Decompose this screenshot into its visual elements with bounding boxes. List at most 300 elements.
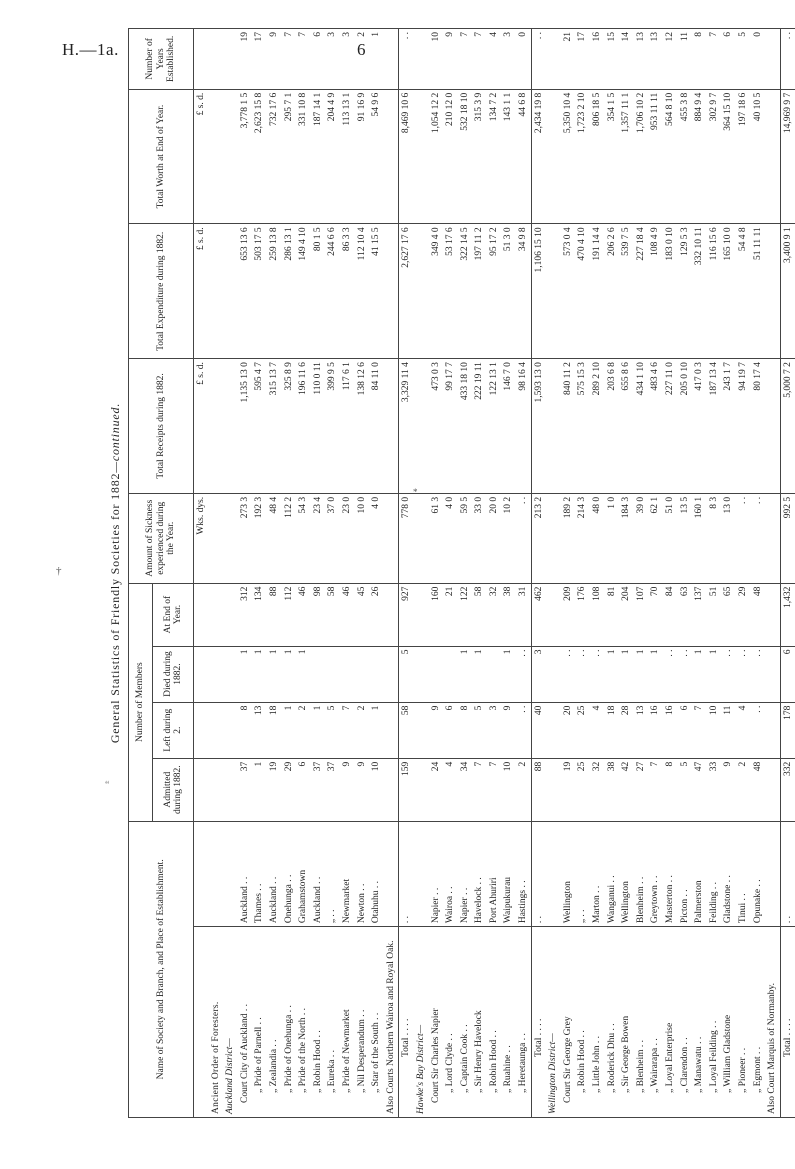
rec-cell: 99 17 7 [443, 359, 458, 494]
table-row [238, 29, 253, 1118]
heading-text: Wellington District— [546, 927, 561, 1118]
heading-text: Hawke's Bay District— [414, 927, 429, 1118]
court-name-cell: „ Robin Hood . . [487, 927, 502, 1118]
adm-cell: 9 [340, 758, 355, 821]
rotated-table-page [102, 28, 793, 1118]
left-cell [765, 702, 780, 758]
court-name-cell: „ Loyal Enterprise [663, 927, 678, 1118]
court-name-cell: „ Pride of Onehunga . . [282, 927, 297, 1118]
yrs-cell: . . [780, 29, 795, 90]
adm-cell: 38 [605, 758, 620, 821]
sick-cell: 8 3 [707, 493, 722, 583]
worth-cell: 14,969 9 7 [780, 89, 795, 224]
sick-cell: 184 3 [619, 493, 634, 583]
table-row [340, 29, 355, 1118]
adm-cell: 27 [634, 758, 649, 821]
left-cell: 25 [575, 702, 590, 758]
exp-cell: 108 4 9 [648, 224, 663, 359]
left-cell: 6 [443, 702, 458, 758]
end-cell: 137 [692, 583, 707, 646]
sick-cell [384, 493, 399, 583]
sick-cell [765, 493, 780, 583]
left-cell: 1 [369, 702, 384, 758]
empty-cell [223, 493, 238, 583]
rec-cell: 98 16 4 [516, 359, 531, 494]
place-cell: Tinui . . [736, 821, 751, 927]
yrs-cell: 0 [751, 29, 766, 90]
end-cell: 26 [369, 583, 384, 646]
court-name-cell: „ Pride of Parnell . . [252, 927, 267, 1118]
court-name-cell: Also Courts Northern Wairoa and Royal Oak. [384, 927, 399, 1118]
exp-cell: 80 1 5 [311, 224, 326, 359]
rec-cell: 483 4 6 [648, 359, 663, 494]
rec-cell [384, 359, 399, 494]
died-cell: . . [561, 646, 576, 702]
empty-cell [546, 646, 561, 702]
end-cell [765, 583, 780, 646]
empty-cell [223, 702, 238, 758]
rec-cell: 399 9 5 [325, 359, 340, 494]
left-cell: 58 [399, 702, 414, 758]
end-cell: 209 [561, 583, 576, 646]
exp-cell: 197 11 2 [472, 224, 487, 359]
rec-cell: 595 4 7 [252, 359, 267, 494]
yrs-cell: 1 [369, 29, 384, 90]
empty-cell [223, 29, 238, 90]
table-row [692, 29, 707, 1118]
worth-cell: 187 14 1 [311, 89, 326, 224]
left-cell: 16 [663, 702, 678, 758]
died-cell [765, 646, 780, 702]
worth-cell: 354 1 5 [605, 89, 620, 224]
adm-cell: 33 [707, 758, 722, 821]
worth-cell: 3,778 1 5 [238, 89, 253, 224]
died-cell: . . [590, 646, 605, 702]
rec-cell: 840 11 2 [561, 359, 576, 494]
table-row [282, 29, 297, 1118]
stray-mark: “ [105, 780, 110, 791]
empty-cell [414, 29, 429, 90]
worth-cell: 2,434 19 8 [531, 89, 546, 224]
court-name-cell: „ Sir George Bowen [619, 927, 634, 1118]
died-cell: 1 [707, 646, 722, 702]
rec-cell: 5,000 7 2 [780, 359, 795, 494]
place-cell [384, 821, 399, 927]
end-cell: 81 [605, 583, 620, 646]
yrs-cell: 7 [472, 29, 487, 90]
adm-cell: 8 [663, 758, 678, 821]
died-cell: . . [751, 646, 766, 702]
sick-cell: 10 0 [355, 493, 370, 583]
table-row [516, 29, 531, 1118]
exp-cell: 3,400 9 1 [780, 224, 795, 359]
empty-cell [209, 359, 224, 494]
empty-cell [209, 493, 224, 583]
court-name-cell: Court Sir George Grey [561, 927, 576, 1118]
empty-cell [414, 583, 429, 646]
sick-cell: 992 5 [780, 493, 795, 583]
sick-cell: 1 0 [605, 493, 620, 583]
worth-units: £ s. d. [194, 89, 209, 224]
table-row [384, 29, 399, 1118]
empty-cell [223, 224, 238, 359]
sick-cell: 160 1 [692, 493, 707, 583]
place-cell: Wanganui . . [605, 821, 620, 927]
died-cell: 1 [692, 646, 707, 702]
empty-cell [223, 583, 238, 646]
yrs-cell: 12 [663, 29, 678, 90]
sick-cell: 4 0 [369, 493, 384, 583]
exp-cell: 259 13 8 [267, 224, 282, 359]
total-row [780, 29, 795, 1118]
table-row [590, 29, 605, 1118]
yrs-cell: 9 [443, 29, 458, 90]
court-name-cell: „ Zealandia . . [267, 927, 282, 1118]
table-row [634, 29, 649, 1118]
end-cell: 46 [296, 583, 311, 646]
stray-mark: † [56, 565, 62, 577]
left-cell: 5 [472, 702, 487, 758]
rec-cell: 325 8 9 [282, 359, 297, 494]
worth-cell: 134 7 2 [487, 89, 502, 224]
court-name-cell: „ Pride of Newmarket [340, 927, 355, 1118]
rec-cell: 243 1 7 [721, 359, 736, 494]
left-cell: 8 [458, 702, 473, 758]
exp-cell: 227 18 4 [634, 224, 649, 359]
place-cell: Masterton . . [663, 821, 678, 927]
end-cell: 88 [267, 583, 282, 646]
worth-cell: 8,469 10 6 [399, 89, 414, 224]
table-row [443, 29, 458, 1118]
left-cell: 8 [238, 702, 253, 758]
died-cell [311, 646, 326, 702]
worth-cell: 113 13 1 [340, 89, 355, 224]
rec-cell: 94 19 7 [736, 359, 751, 494]
sick-cell: 4 0 [443, 493, 458, 583]
worth-cell: 455 3 8 [678, 89, 693, 224]
empty-cell [223, 758, 238, 821]
empty-cell [546, 493, 561, 583]
adm-cell: 6 [296, 758, 311, 821]
place-cell: Opunake . . [751, 821, 766, 927]
district-heading-row [223, 29, 238, 1118]
rec-cell: 434 1 10 [634, 359, 649, 494]
exp-cell: 86 3 3 [340, 224, 355, 359]
exp-cell: 51 11 11 [751, 224, 766, 359]
court-name-cell: „ Eureka . . [325, 927, 340, 1118]
col-left-header: Left during 2. [153, 702, 194, 758]
place-cell: Feilding . . [707, 821, 722, 927]
court-name-cell: „ Captain Cook . . [458, 927, 473, 1118]
died-cell: 1 [501, 646, 516, 702]
table-row [252, 29, 267, 1118]
col-sickness-header: Amount of Sickness experienced during the Year. [129, 493, 194, 583]
end-cell: 134 [252, 583, 267, 646]
table-body [194, 29, 795, 1118]
end-cell: 107 [634, 583, 649, 646]
sick-cell: 54 3 [296, 493, 311, 583]
adm-cell: 7 [648, 758, 663, 821]
worth-cell: 5,350 10 4 [561, 89, 576, 224]
place-cell: Newmarket [340, 821, 355, 927]
worth-cell: 91 16 9 [355, 89, 370, 224]
court-name-cell: „ Roderick Dhu . . [605, 927, 620, 1118]
col-members-header: Number of Members [129, 583, 153, 821]
table-row [458, 29, 473, 1118]
rec-cell: 417 0 3 [692, 359, 707, 494]
adm-cell: 37 [325, 758, 340, 821]
worth-cell: 44 6 8 [516, 89, 531, 224]
worth-cell: 564 8 10 [663, 89, 678, 224]
exp-cell: 322 14 5 [458, 224, 473, 359]
place-cell: Hastings . . [516, 821, 531, 927]
place-cell: . . [399, 821, 414, 927]
place-cell: Greytown . . [648, 821, 663, 927]
left-cell: 13 [634, 702, 649, 758]
place-cell: Port Ahuriri [487, 821, 502, 927]
yrs-cell: 17 [252, 29, 267, 90]
table-title-continued: —continued. [108, 402, 122, 473]
place-cell: Napier . . [429, 821, 444, 927]
exp-cell: 54 4 8 [736, 224, 751, 359]
rec-cell: 138 12 6 [355, 359, 370, 494]
worth-cell: 1,054 12 2 [429, 89, 444, 224]
place-cell: Auckland . . [238, 821, 253, 927]
rec-cell: 80 17 4 [751, 359, 766, 494]
place-cell: Blenheim . . [634, 821, 649, 927]
died-cell [429, 646, 444, 702]
sick-cell: 13 5 [678, 493, 693, 583]
left-cell: 18 [605, 702, 620, 758]
exp-cell: 653 13 6 [238, 224, 253, 359]
yrs-cell: 10 [429, 29, 444, 90]
table-title [102, 28, 128, 1118]
adm-cell: 19 [561, 758, 576, 821]
worth-cell: 1,723 2 10 [575, 89, 590, 224]
empty-cell [209, 702, 224, 758]
yrs-cell: 6 [721, 29, 736, 90]
adm-cell: 2 [736, 758, 751, 821]
end-cell: 1,432 [780, 583, 795, 646]
empty-cell [209, 29, 224, 90]
table-title-main: General Statistics of Friendly Societies for 1882 [108, 472, 122, 744]
empty-cell [414, 646, 429, 702]
table-row [575, 29, 590, 1118]
yrs-cell: 13 [634, 29, 649, 90]
page-number: 6 [357, 40, 366, 59]
court-name-cell: „ Robin Hood . . [311, 927, 326, 1118]
col-end-header: At End of Year. [153, 583, 194, 646]
court-name-cell: „ Wairarapa . . [648, 927, 663, 1118]
yrs-cell: 0 [516, 29, 531, 90]
adm-cell: 9 [721, 758, 736, 821]
worth-cell: 143 1 1 [501, 89, 516, 224]
empty-cell [414, 224, 429, 359]
rec-cell: 117 6 1 [340, 359, 355, 494]
place-cell: Havelock . . [472, 821, 487, 927]
end-cell: 70 [648, 583, 663, 646]
worth-cell: 315 3 9 [472, 89, 487, 224]
exp-cell: 34 9 8 [516, 224, 531, 359]
exp-cell: 244 6 6 [325, 224, 340, 359]
table-row [721, 29, 736, 1118]
exp-cell: 129 5 3 [678, 224, 693, 359]
died-cell [369, 646, 384, 702]
table-row [311, 29, 326, 1118]
rec-cell: 187 13 4 [707, 359, 722, 494]
place-cell: Auckland . . [311, 821, 326, 927]
sick-cell: 62 1 [648, 493, 663, 583]
yrs-cell: 5 [736, 29, 751, 90]
col-admitted-header: Admitted during 1882. [153, 758, 194, 821]
yrs-cell: 21 [561, 29, 576, 90]
adm-cell: 37 [311, 758, 326, 821]
left-cell: 2 [296, 702, 311, 758]
sick-cell: 48 0 [590, 493, 605, 583]
worth-cell: 1,706 10 2 [634, 89, 649, 224]
end-cell: 29 [736, 583, 751, 646]
sick-cell: 59 5 [458, 493, 473, 583]
left-cell: 28 [619, 702, 634, 758]
table-row [487, 29, 502, 1118]
empty-cell [414, 702, 429, 758]
left-cell: 3 [487, 702, 502, 758]
sick-cell: 189 2 [561, 493, 576, 583]
left-cell: 13 [252, 702, 267, 758]
district-heading-row [546, 29, 561, 1118]
died-cell: 1 [605, 646, 620, 702]
worth-cell: 302 9 7 [707, 89, 722, 224]
rec-cell: 289 2 10 [590, 359, 605, 494]
table-row [751, 29, 766, 1118]
table-row [472, 29, 487, 1118]
worth-cell: 197 18 6 [736, 89, 751, 224]
table-row [369, 29, 384, 1118]
died-cell: . . [678, 646, 693, 702]
adm-cell: 32 [590, 758, 605, 821]
yrs-cell: 3 [325, 29, 340, 90]
table-row [355, 29, 370, 1118]
place-cell: Palmerston [692, 821, 707, 927]
died-cell: 1 [252, 646, 267, 702]
heading-text: Ancient Order of Foresters. [209, 927, 224, 1118]
empty-cell [546, 359, 561, 494]
court-name-cell: „ Robin Hood . . [575, 927, 590, 1118]
table-row [296, 29, 311, 1118]
court-name-cell: Total . . . . [531, 927, 546, 1118]
empty-cell [209, 583, 224, 646]
worth-cell: 295 7 1 [282, 89, 297, 224]
left-cell: 6 [678, 702, 693, 758]
empty-cell [414, 359, 429, 494]
died-cell: 1 [648, 646, 663, 702]
sick-units: Wks. dys. [194, 493, 209, 583]
rec-cell: 222 19 11 [472, 359, 487, 494]
died-cell [487, 646, 502, 702]
court-name-cell: Court Sir Charles Napier [429, 927, 444, 1118]
exp-cell: 206 2 6 [605, 224, 620, 359]
end-cell: 31 [516, 583, 531, 646]
left-cell: 20 [561, 702, 576, 758]
rec-cell: 84 11 0 [369, 359, 384, 494]
died-cell: 1 [619, 646, 634, 702]
end-cell: 122 [458, 583, 473, 646]
adm-cell: 7 [487, 758, 502, 821]
yrs-cell: 17 [575, 29, 590, 90]
statistics-table [128, 28, 795, 1118]
exp-cell: 149 4 10 [296, 224, 311, 359]
yrs-cell: 13 [648, 29, 663, 90]
report-code: H.—1a. [62, 40, 119, 59]
exp-cell: 53 17 6 [443, 224, 458, 359]
exp-cell: 191 14 4 [590, 224, 605, 359]
empty-cell [546, 224, 561, 359]
yrs-cell: 15 [605, 29, 620, 90]
adm-cell: 47 [692, 758, 707, 821]
court-name-cell: „ Ruahine . . [501, 927, 516, 1118]
rec-cell: 227 11 0 [663, 359, 678, 494]
worth-cell: 806 18 5 [590, 89, 605, 224]
empty-cell [414, 758, 429, 821]
end-cell: 45 [355, 583, 370, 646]
table-row [429, 29, 444, 1118]
died-cell: 1 [634, 646, 649, 702]
court-name-cell: „ Pride of the North . . [296, 927, 311, 1118]
worth-cell: 40 10 5 [751, 89, 766, 224]
died-cell [384, 646, 399, 702]
end-cell [384, 583, 399, 646]
rec-cell: 146 7 0 [501, 359, 516, 494]
left-cell: 9 [429, 702, 444, 758]
yrs-cell: 6 [311, 29, 326, 90]
exp-cell: 539 7 5 [619, 224, 634, 359]
end-cell: 51 [707, 583, 722, 646]
end-cell: 312 [238, 583, 253, 646]
end-cell: 58 [472, 583, 487, 646]
yrs-cell: 7 [282, 29, 297, 90]
died-cell: . . [721, 646, 736, 702]
place-cell: Onehunga . . [282, 821, 297, 927]
yrs-cell: 8 [692, 29, 707, 90]
table-row [501, 29, 516, 1118]
rec-cell: 315 13 7 [267, 359, 282, 494]
left-cell: 11 [721, 702, 736, 758]
rec-cell: 655 8 6 [619, 359, 634, 494]
col-name-header: Name of Society and Branch, and Place of Establishment. [129, 821, 194, 1117]
sick-cell: 23 0 [340, 493, 355, 583]
sick-cell: . . [751, 493, 766, 583]
end-cell: 32 [487, 583, 502, 646]
died-cell: 1 [238, 646, 253, 702]
left-cell: 2 [355, 702, 370, 758]
court-name-cell: „ Clarendon . . [678, 927, 693, 1118]
yrs-cell: 7 [296, 29, 311, 90]
end-cell: 58 [325, 583, 340, 646]
worth-cell: 884 9 4 [692, 89, 707, 224]
col-expenditure-header: Total Expenditure during 1882. [129, 224, 194, 359]
court-name-cell: Total . . . . [780, 927, 795, 1118]
place-cell: Auckland . . [267, 821, 282, 927]
end-cell: 21 [443, 583, 458, 646]
place-cell: Wellington [619, 821, 634, 927]
end-cell: 65 [721, 583, 736, 646]
court-name-cell: „ Star of the South . . [369, 927, 384, 1118]
left-cell: 16 [648, 702, 663, 758]
end-cell: 462 [531, 583, 546, 646]
place-cell: „ . . [325, 821, 340, 927]
adm-cell: 34 [458, 758, 473, 821]
court-name-cell: „ Loyal Feilding . . [707, 927, 722, 1118]
